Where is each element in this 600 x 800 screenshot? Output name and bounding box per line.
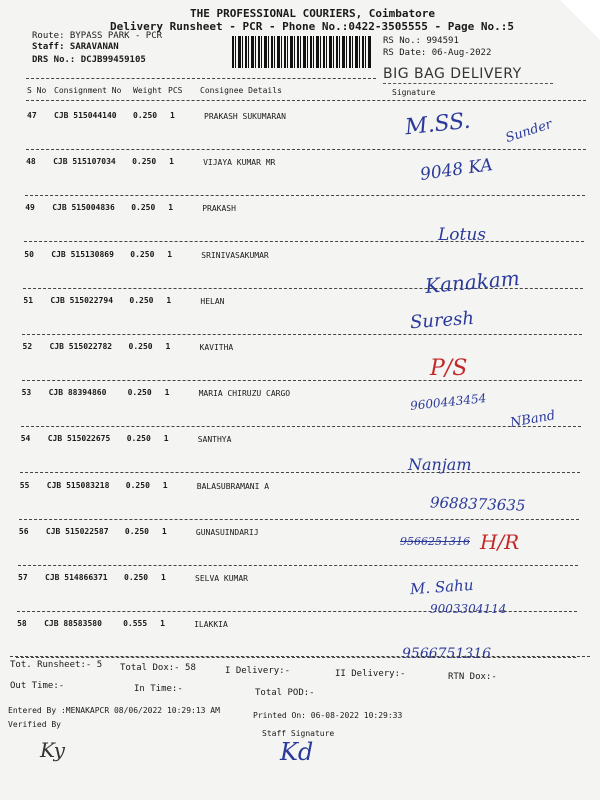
row-pcs: 1	[166, 295, 172, 305]
row-rule	[22, 380, 582, 381]
signature-row-47: M.SS.	[403, 108, 472, 141]
signature-row-57: M. Sahu	[409, 575, 474, 599]
row-sno: 47	[27, 111, 37, 120]
row-sno: 56	[18, 526, 29, 536]
row-rule	[20, 472, 580, 473]
rs-date: RS Date: 06-Aug-2022	[383, 48, 492, 58]
row-consignee: GUNASUINDARIJ	[195, 527, 259, 537]
row-rule	[26, 149, 586, 150]
row-weight: 0.250	[126, 434, 151, 444]
col-consignment: Consignment No	[54, 86, 122, 95]
row-consignment: CJB 515004836	[52, 203, 115, 213]
row-sno: 49	[25, 203, 35, 213]
row-weight: 0.250	[130, 249, 155, 259]
header-top-rule	[26, 78, 376, 79]
staff-label: Staff: SARAVANAN	[32, 42, 119, 52]
row-consignee: PRAKASH SUKUMARAN	[204, 112, 286, 121]
out-time: Out Time:-	[10, 681, 65, 691]
row-consignment: CJB 515022794	[50, 295, 114, 305]
row-sno: 52	[22, 342, 33, 351]
row-rule	[21, 426, 581, 427]
header-bottom-rule	[26, 100, 586, 101]
signature-row-47b: Sunder	[503, 116, 555, 147]
signature-row-56: H/R	[480, 530, 520, 554]
row-rule	[24, 241, 584, 242]
row-consignment: CJB 515022587	[45, 526, 109, 536]
row-consignee: VIJAYA KUMAR MR	[203, 158, 276, 168]
row-pcs: 1	[160, 619, 165, 629]
ii-delivery: II Delivery:-	[335, 669, 406, 679]
row-consignee: HELAN	[200, 296, 225, 306]
signature-row-52: P/S	[430, 356, 468, 381]
row-consignment: CJB 515022782	[49, 342, 113, 351]
row-rule	[25, 195, 585, 196]
row-weight: 0.250	[127, 388, 152, 398]
printed-on: Printed On: 06-08-2022 10:29:33	[253, 711, 403, 720]
row-consignment: CJB 515022675	[47, 434, 111, 444]
row-sno: 48	[26, 157, 36, 167]
row-weight: 0.250	[132, 157, 157, 167]
row-consignee: SELVA KUMAR	[195, 574, 248, 583]
row-pcs: 1	[162, 480, 168, 490]
row-rule	[19, 519, 579, 520]
tot-runsheet: Tot. Runsheet:- 5	[10, 660, 103, 670]
staff-signature-label: Staff Signature	[262, 729, 335, 738]
row-consignment: CJB 515130869	[51, 249, 114, 259]
signature-row-57b: 9003304114	[430, 602, 507, 616]
company-name: THE PROFESSIONAL COURIERS, Coimbatore	[190, 7, 436, 20]
row-consignment: CJB 88583580	[44, 619, 102, 629]
row-weight: 0.250	[131, 203, 156, 213]
col-signature: Signature	[392, 88, 436, 97]
row-consignee: SANTHYA	[197, 435, 232, 445]
row-sno: 58	[17, 619, 27, 629]
row-pcs: 1	[165, 342, 171, 351]
row-sno: 51	[23, 295, 34, 305]
row-consignment: CJB 515044140	[54, 111, 117, 120]
signature-row-56b: 9566251316	[400, 535, 470, 548]
row-pcs: 1	[167, 249, 173, 259]
verified-signature: Ky	[40, 738, 65, 762]
col-sno: S No	[27, 86, 47, 95]
row-consignee: ILAKKIA	[194, 620, 228, 630]
row-weight: 0.250	[129, 295, 154, 305]
col-weight: Weight	[133, 86, 162, 95]
row-pcs: 1	[168, 203, 174, 213]
row-sno: 57	[18, 573, 28, 582]
row-pcs: 1	[161, 526, 167, 536]
row-consignee: BALASUBRAMANI A	[196, 481, 270, 491]
runsheet-title: Delivery Runsheet - PCR - Phone No.:0422-3505555 - Page No.:5	[110, 20, 514, 33]
col-pcs: PCS	[168, 86, 183, 95]
rtn-dox: RTN Dox:-	[448, 672, 497, 682]
row-consignee: MARIA CHIRUZU CARGO	[198, 389, 291, 399]
signature-row-48: 9048 KA	[418, 155, 495, 185]
row-weight: 0.250	[125, 480, 150, 490]
row-sno: 54	[20, 434, 31, 444]
row-pcs: 1	[164, 388, 170, 398]
row-consignee: KAVITHA	[199, 343, 234, 352]
row-sno: 50	[24, 249, 34, 259]
row-pcs: 1	[170, 111, 175, 120]
i-delivery: I Delivery:-	[225, 666, 291, 676]
total-pod: Total POD:-	[255, 688, 315, 698]
staff-signature: Kd	[280, 738, 314, 766]
signature-row-53: 9600443454	[409, 391, 487, 413]
row-consignment: CJB 515107034	[53, 157, 116, 167]
total-dox: Total Dox:- 58	[120, 663, 196, 673]
signature-row-54: Nanjam	[408, 455, 472, 474]
row-pcs: 1	[169, 157, 174, 167]
footer-top-rule	[10, 656, 590, 657]
signature-row-51: Suresh	[409, 307, 475, 334]
route-label: Route: BYPASS PARK - PCR	[32, 31, 163, 41]
row-weight: 0.250	[133, 111, 158, 120]
row-consignment: CJB 515083218	[46, 480, 110, 490]
row-sno: 53	[21, 388, 32, 398]
row-sno: 55	[19, 480, 30, 490]
row-weight: 0.250	[124, 573, 149, 582]
row-rule	[16, 657, 576, 658]
row-rule	[22, 334, 582, 335]
row-consignee: SRINIVASAKUMAR	[201, 250, 269, 260]
big-bag-stamp: BIG BAG DELIVERY	[383, 66, 522, 82]
page-corner	[560, 0, 600, 40]
drs-number: DRS No.: DCJB99459105	[32, 55, 146, 65]
row-consignment: CJB 514866371	[45, 573, 108, 582]
signature-row-53b: NBand	[509, 408, 557, 431]
row-consignee: PRAKASH	[202, 204, 236, 214]
row-consignment: CJB 88394860	[48, 388, 107, 398]
signature-row-50: Kanakam	[424, 265, 521, 299]
signature-row-49: Lotus	[438, 225, 487, 245]
signature-row-58: 9566751316	[402, 646, 492, 662]
row-rule	[18, 565, 578, 566]
stamp-underline	[383, 83, 553, 84]
rs-number: RS No.: 994591	[383, 36, 459, 46]
barcode	[232, 36, 372, 68]
row-pcs: 1	[163, 434, 169, 444]
row-weight: 0.555	[123, 619, 148, 629]
col-consignee: Consignee Details	[200, 86, 282, 95]
verified-by: Verified By	[8, 720, 61, 729]
row-weight: 0.250	[128, 342, 153, 351]
signature-row-55: 9688373635	[429, 493, 526, 515]
in-time: In Time:-	[134, 684, 183, 694]
row-weight: 0.250	[124, 526, 149, 536]
entered-by: Entered By :MENAKAPCR 08/06/2022 10:29:13 AM	[8, 706, 220, 715]
row-pcs: 1	[161, 573, 166, 582]
